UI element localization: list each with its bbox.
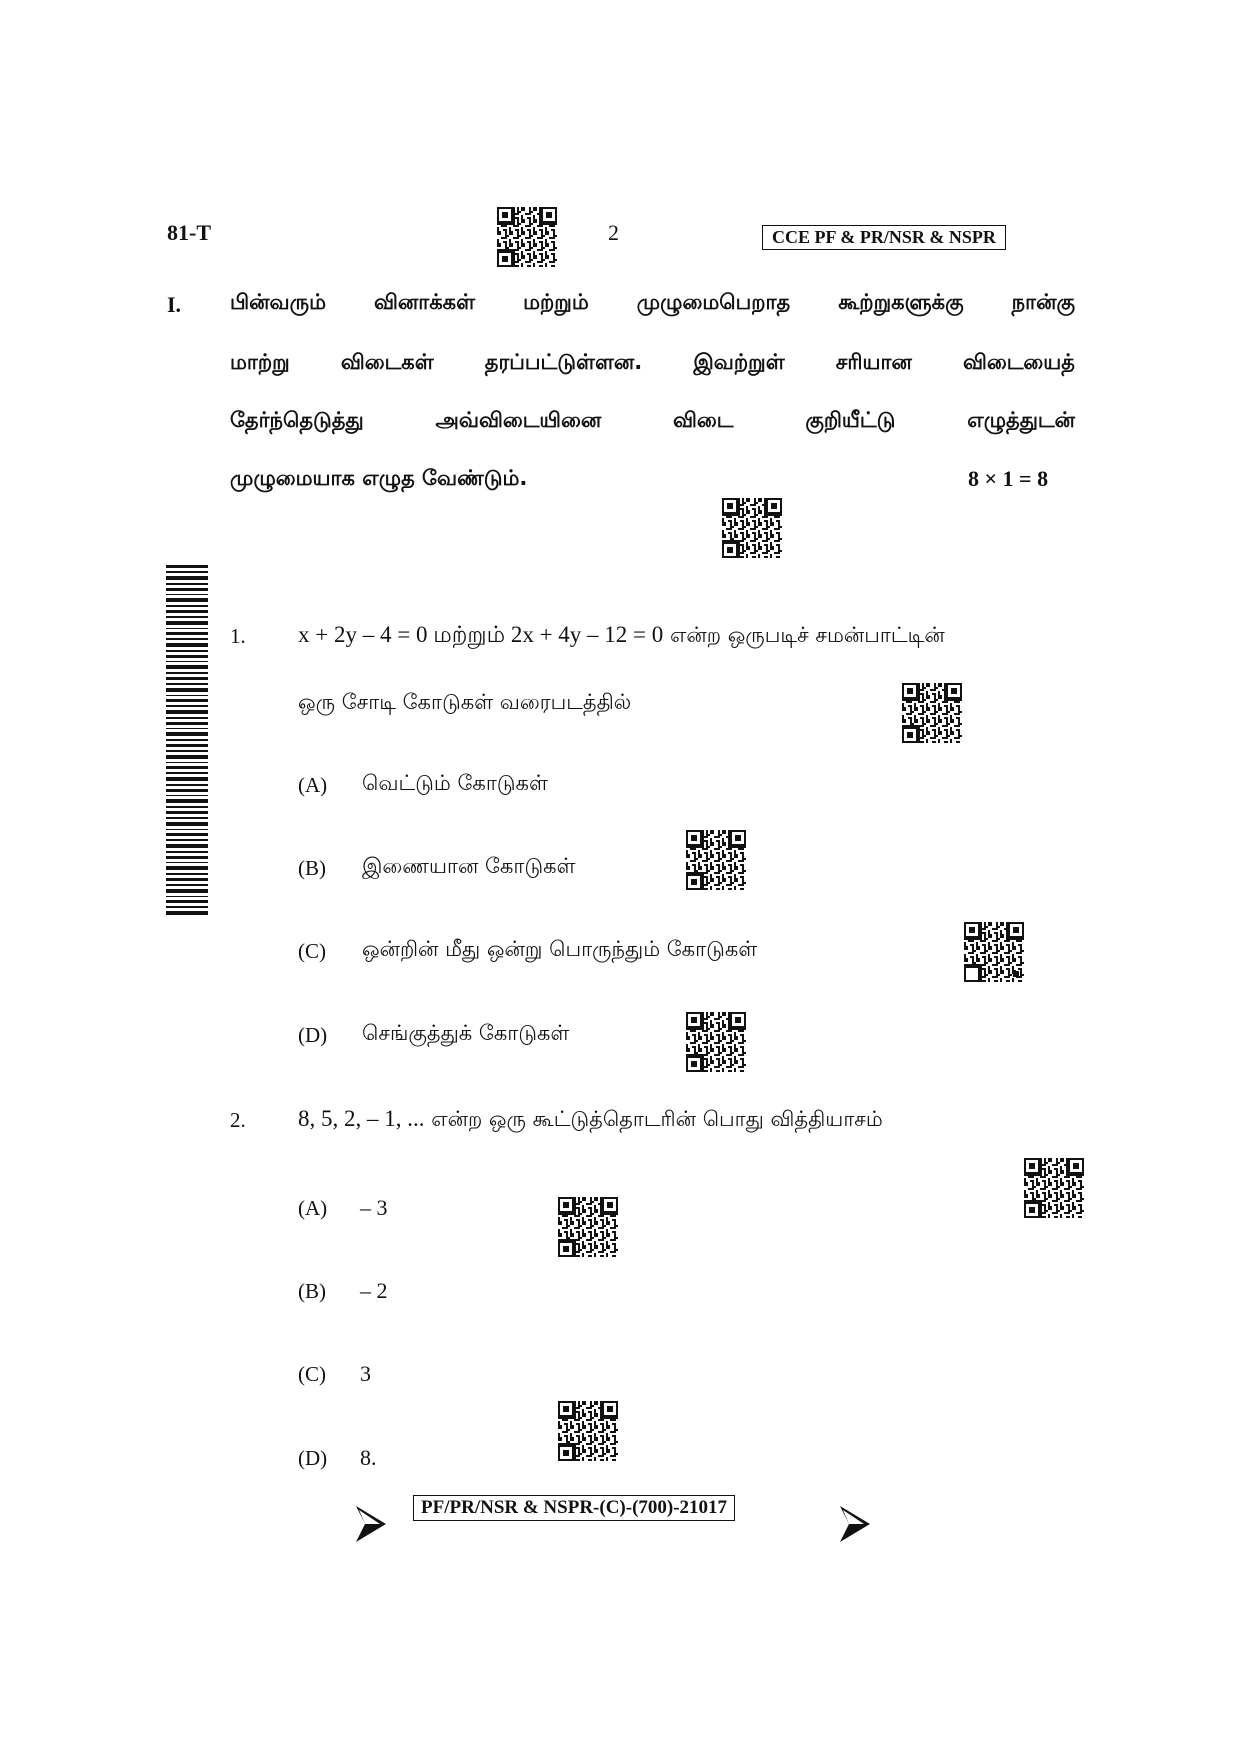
footer-code-box: PF/PR/NSR & NSPR-(C)-(700)-21017	[413, 1495, 735, 1521]
q1-option-d-label: (D)	[298, 1023, 328, 1047]
q2-option-d-label: (D)	[298, 1446, 328, 1470]
q1-option-c-label: (C)	[298, 939, 326, 963]
qr-code-icon	[558, 1401, 618, 1461]
qr-code-icon	[558, 1197, 618, 1257]
q2-option-a-text: – 3	[360, 1195, 388, 1220]
q1-option-d-text: செங்குத்துக் கோடுகள்	[362, 1021, 570, 1045]
q1-option-c-text: ஒன்றின் மீது ஒன்று பொருந்தும் கோடுகள்	[362, 937, 758, 961]
qr-code-icon	[686, 830, 746, 890]
page-code: 81-T	[167, 220, 211, 245]
instruction-line-1: பின்வரும் வினாக்கள் மற்றும் முழுமைபெறாத கூற்றுகளுக்கு நான்கு	[230, 290, 1075, 314]
question-1-number: 1.	[230, 624, 246, 648]
qr-code-icon	[497, 207, 557, 267]
q1-option-b-text: இணையான கோடுகள்	[362, 854, 576, 878]
question-1-line-1	[298, 622, 945, 651]
question-2-text: என்ற ஒரு கூட்டுத்தொடரின் பொது வித்தியாசம்	[431, 1107, 883, 1131]
question-1-line-2: ஒரு சோடி கோடுகள் வரைபடத்தில்	[298, 690, 632, 714]
q2-option-b-text: – 2	[360, 1278, 388, 1303]
barcode-icon	[166, 565, 208, 915]
q2-option-b-label: (B)	[298, 1279, 326, 1303]
instruction-line-3: தேர்ந்தெடுத்து அவ்விடையினை விடை குறியீட்டு எழுத்துடன்	[230, 408, 1075, 432]
q2-option-d-text: 8.	[360, 1445, 377, 1470]
marks-scheme: 8 × 1 = 8	[968, 466, 1049, 491]
arrow-right-icon	[356, 1506, 386, 1542]
question-2-line-1	[298, 1106, 883, 1134]
q2-option-a-label: (A)	[298, 1196, 328, 1220]
question-2-sequence: 8, 5, 2, – 1, ...	[298, 1106, 425, 1131]
q2-option-c-text: 3	[360, 1361, 371, 1386]
section-number: I.	[167, 292, 182, 317]
question-2-number: 2.	[230, 1108, 246, 1132]
qr-code-icon	[1024, 1158, 1084, 1218]
q1-option-a-label: (A)	[298, 773, 328, 797]
paper-code-box: CCE PF & PR/NSR & NSPR	[762, 225, 1006, 250]
instruction-line-2: மாற்று விடைகள் தரப்பட்டுள்ளன. இவற்றுள் சரியான விடையைத்	[230, 350, 1075, 374]
arrow-right-icon	[840, 1506, 870, 1542]
qr-code-icon	[902, 683, 962, 743]
qr-code-icon	[722, 498, 782, 558]
instruction-line-4: முழுமையாக எழுத வேண்டும்.	[230, 466, 528, 490]
q1-option-b-label: (B)	[298, 856, 326, 880]
qr-code-icon	[964, 922, 1024, 982]
page-number: 2	[608, 220, 619, 245]
q1-option-a-text: வெட்டும் கோடுகள்	[362, 771, 548, 795]
question-1-text: என்ற ஒருபடிச் சமன்பாட்டின்	[669, 623, 945, 647]
q2-option-c-label: (C)	[298, 1362, 326, 1386]
qr-code-icon	[686, 1012, 746, 1072]
question-1-equation: x + 2y – 4 = 0 மற்றும் 2x + 4y – 12 = 0	[298, 622, 664, 647]
